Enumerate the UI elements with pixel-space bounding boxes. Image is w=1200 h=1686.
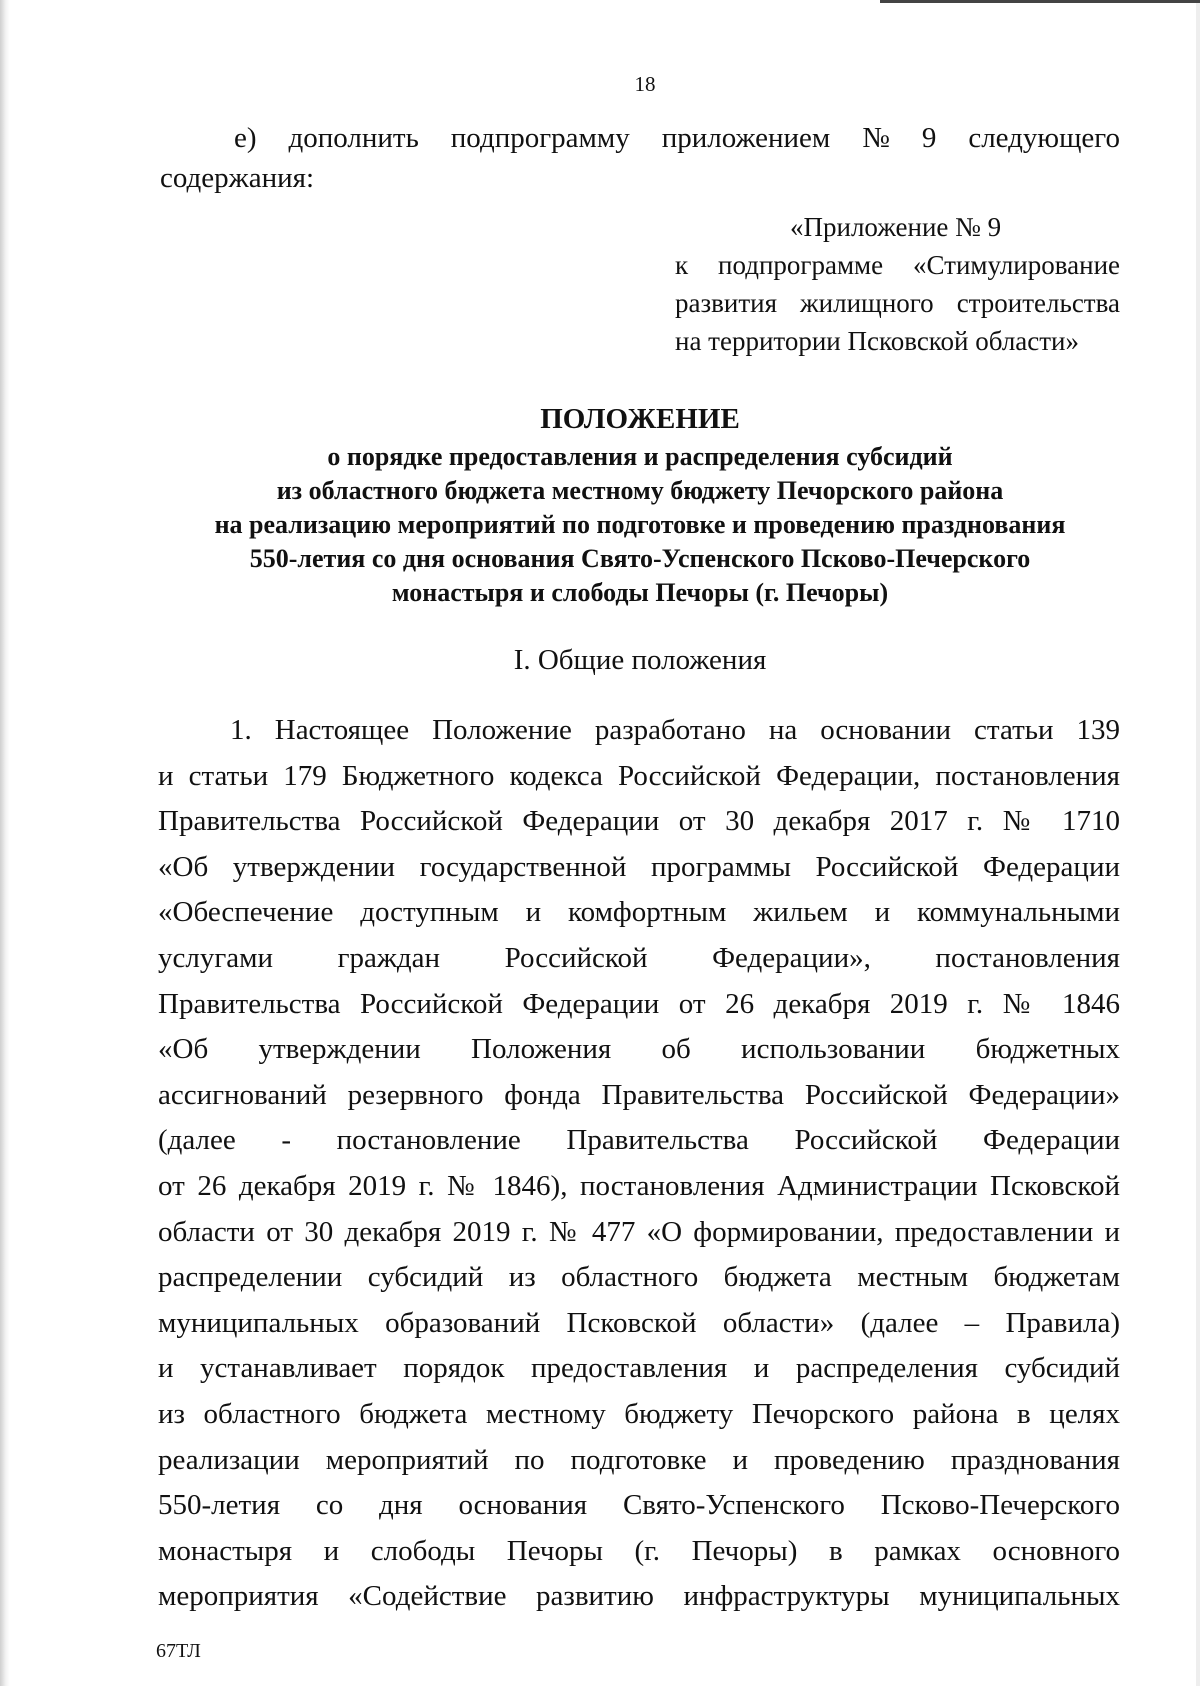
body-line: «Об утверждении Положения об использовании бюджетных <box>158 1033 1120 1066</box>
body-line: 550-летия со дня основания Свято-Успенского Псково-Печерского <box>158 1489 1120 1522</box>
title-line: 550-летия со дня основания Свято-Успенского Псково-Печерского <box>249 544 1031 573</box>
body-line: ассигнований резервного фонда Правительства Российской Федерации» <box>158 1078 1120 1111</box>
intro-line-1 <box>160 118 1120 158</box>
title-line: монастыря и слободы Печоры (г. Печоры) <box>391 578 889 607</box>
scan-edge-right <box>1196 0 1200 1686</box>
intro-paragraph <box>160 118 1120 198</box>
section-heading: I. Общие положения <box>513 644 767 676</box>
body-line: и статьи 179 Бюджетного кодекса Российской Федерации, постановления <box>158 759 1120 792</box>
appendix-word: развития <box>675 288 778 318</box>
appendix-line-1: «Приложение № 9 <box>790 212 1002 242</box>
body-line: реализации мероприятий по подготовке и проведению празднования <box>158 1443 1120 1476</box>
appendix-word: жилищного <box>800 288 934 318</box>
body-line: 1. Настоящее Положение разработано на основании статьи 139 <box>230 714 1120 746</box>
intro-word: приложением <box>661 122 831 154</box>
body-line: области от 30 декабря 2019 г. № 477 «О формировании, предоставлении и <box>158 1215 1120 1248</box>
intro-word: № <box>862 122 890 154</box>
appendix-reference <box>675 208 1120 360</box>
intro-word: дополнить <box>288 122 419 154</box>
intro-word: подпрограмму <box>450 122 630 154</box>
intro-word: следующего <box>968 122 1120 154</box>
body-line: Правительства Российской Федерации от 26 декабря 2019 г. № 1846 <box>158 987 1120 1020</box>
body-line: «Об утверждении государственной программы Российской Федерации <box>158 850 1120 883</box>
body-line: Правительства Российской Федерации от 30 декабря 2017 г. № 1710 <box>158 805 1120 838</box>
document-title <box>160 398 1120 610</box>
appendix-line-3 <box>675 284 1120 322</box>
appendix-line-2 <box>675 246 1120 284</box>
intro-word: 9 <box>921 122 937 154</box>
appendix-word: «Стимулирование <box>913 250 1120 280</box>
title-line: о порядке предоставления и распределения субсидий <box>327 442 953 471</box>
body-paragraph <box>158 708 1120 1620</box>
page-number: 18 <box>634 72 656 96</box>
appendix-word: к <box>675 250 689 280</box>
body-line: услугами граждан Российской Федерации», постановления <box>158 941 1120 974</box>
body-line: «Обеспечение доступным и комфортным жильем и коммунальными <box>158 896 1120 929</box>
title-line: из областного бюджета местному бюджету Печорского района <box>276 476 1004 505</box>
title-subtitle <box>160 440 1120 610</box>
appendix-word: строительства <box>956 288 1120 318</box>
title-main: ПОЛОЖЕНИЕ <box>540 403 740 435</box>
body-line: мероприятия «Содействие развитию инфраструктуры муниципальных <box>158 1580 1120 1613</box>
body-line: и устанавливает порядок предоставления и распределения субсидий <box>158 1352 1120 1385</box>
appendix-line-4: на территории Псковской области» <box>675 326 1080 356</box>
body-line: от 26 декабря 2019 г. № 1846), постановления Администрации Псковской <box>158 1169 1120 1202</box>
title-line: на реализацию мероприятий по подготовке и проведению празднования <box>214 510 1066 539</box>
intro-line-2: содержания: <box>160 162 315 194</box>
footer-code: 67ТЛ <box>156 1640 201 1662</box>
body-line: муниципальных образований Псковской области» (далее – Правила) <box>158 1306 1120 1339</box>
appendix-word: подпрограмме <box>718 250 884 280</box>
body-line: (далее - постановление Правительства Российской Федерации <box>158 1124 1120 1157</box>
body-line: из областного бюджета местному бюджету Печорского района в целях <box>158 1397 1120 1430</box>
top-rule <box>880 0 1200 3</box>
body-line: распределении субсидий из областного бюджета местным бюджетам <box>158 1261 1120 1294</box>
scan-edge-left <box>0 0 10 1686</box>
intro-word: е) <box>234 122 257 154</box>
body-line: монастыря и слободы Печоры (г. Печоры) в рамках основного <box>158 1534 1120 1567</box>
